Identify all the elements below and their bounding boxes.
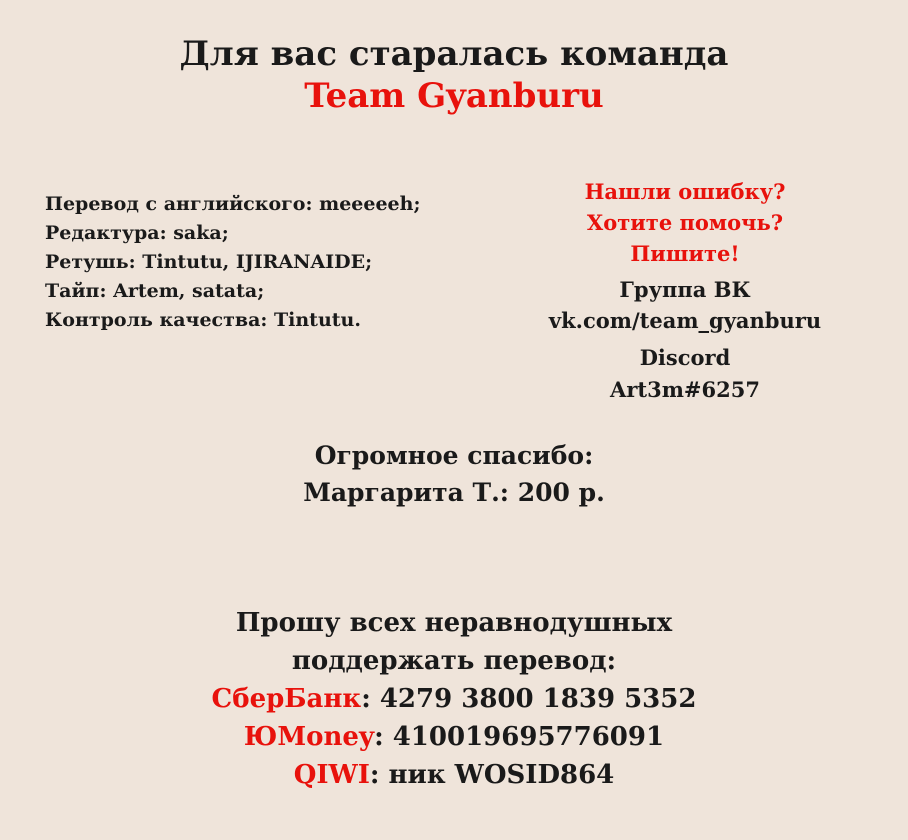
vk-group-link[interactable]: vk.com/team_gyanburu [548, 308, 822, 333]
credits-list [45, 190, 485, 335]
team-name: Team Gyanburu [304, 76, 604, 116]
support-block [0, 604, 908, 794]
discord-label: Discord [639, 345, 731, 370]
yumoney-wallet-number: : 410019695776091 [374, 722, 665, 752]
contact-block [510, 176, 860, 406]
sberbank-card-number: : 4279 3800 1839 5352 [361, 684, 697, 714]
support-line2: поддержать перевод: [291, 646, 617, 676]
qiwi-nickname: : ник WOSID864 [369, 760, 615, 790]
yumoney-label: ЮMoney [243, 722, 375, 752]
qiwi-label: QIWI [293, 760, 370, 790]
yumoney-line [0, 718, 908, 756]
credit-quality-control: Контроль качества: Tintutu. [45, 309, 361, 331]
thanks-donor: Маргарита Т.: 200 р. [303, 478, 605, 507]
sberbank-line [0, 680, 908, 718]
vk-group [510, 274, 860, 336]
vk-group-label: Группа ВК [619, 277, 751, 302]
thanks-block [0, 437, 908, 511]
header [0, 32, 908, 116]
contact-prompt-line2: Хотите помочь? [586, 210, 784, 235]
credit-editing: Редактура: saka; [45, 222, 229, 244]
thanks-heading: Огромное спасибо: [314, 441, 594, 470]
page-title: Для вас старалась команда [179, 34, 729, 74]
credit-typesetting: Тайп: Artem, satata; [45, 280, 265, 302]
qiwi-line [0, 756, 908, 794]
credit-retouch: Ретушь: Tintutu, IJIRANAIDE; [45, 251, 373, 273]
discord-contact [510, 342, 860, 406]
sberbank-label: СберБанк [211, 684, 362, 714]
support-line1: Прошу всех неравнодушных [235, 608, 673, 638]
contact-prompt-line3: Пишите! [630, 241, 740, 266]
contact-prompt-line1: Нашли ошибку? [584, 179, 786, 204]
credit-translation: Перевод с английского: meeeeeh; [45, 193, 421, 215]
discord-handle: Art3m#6257 [610, 377, 760, 402]
